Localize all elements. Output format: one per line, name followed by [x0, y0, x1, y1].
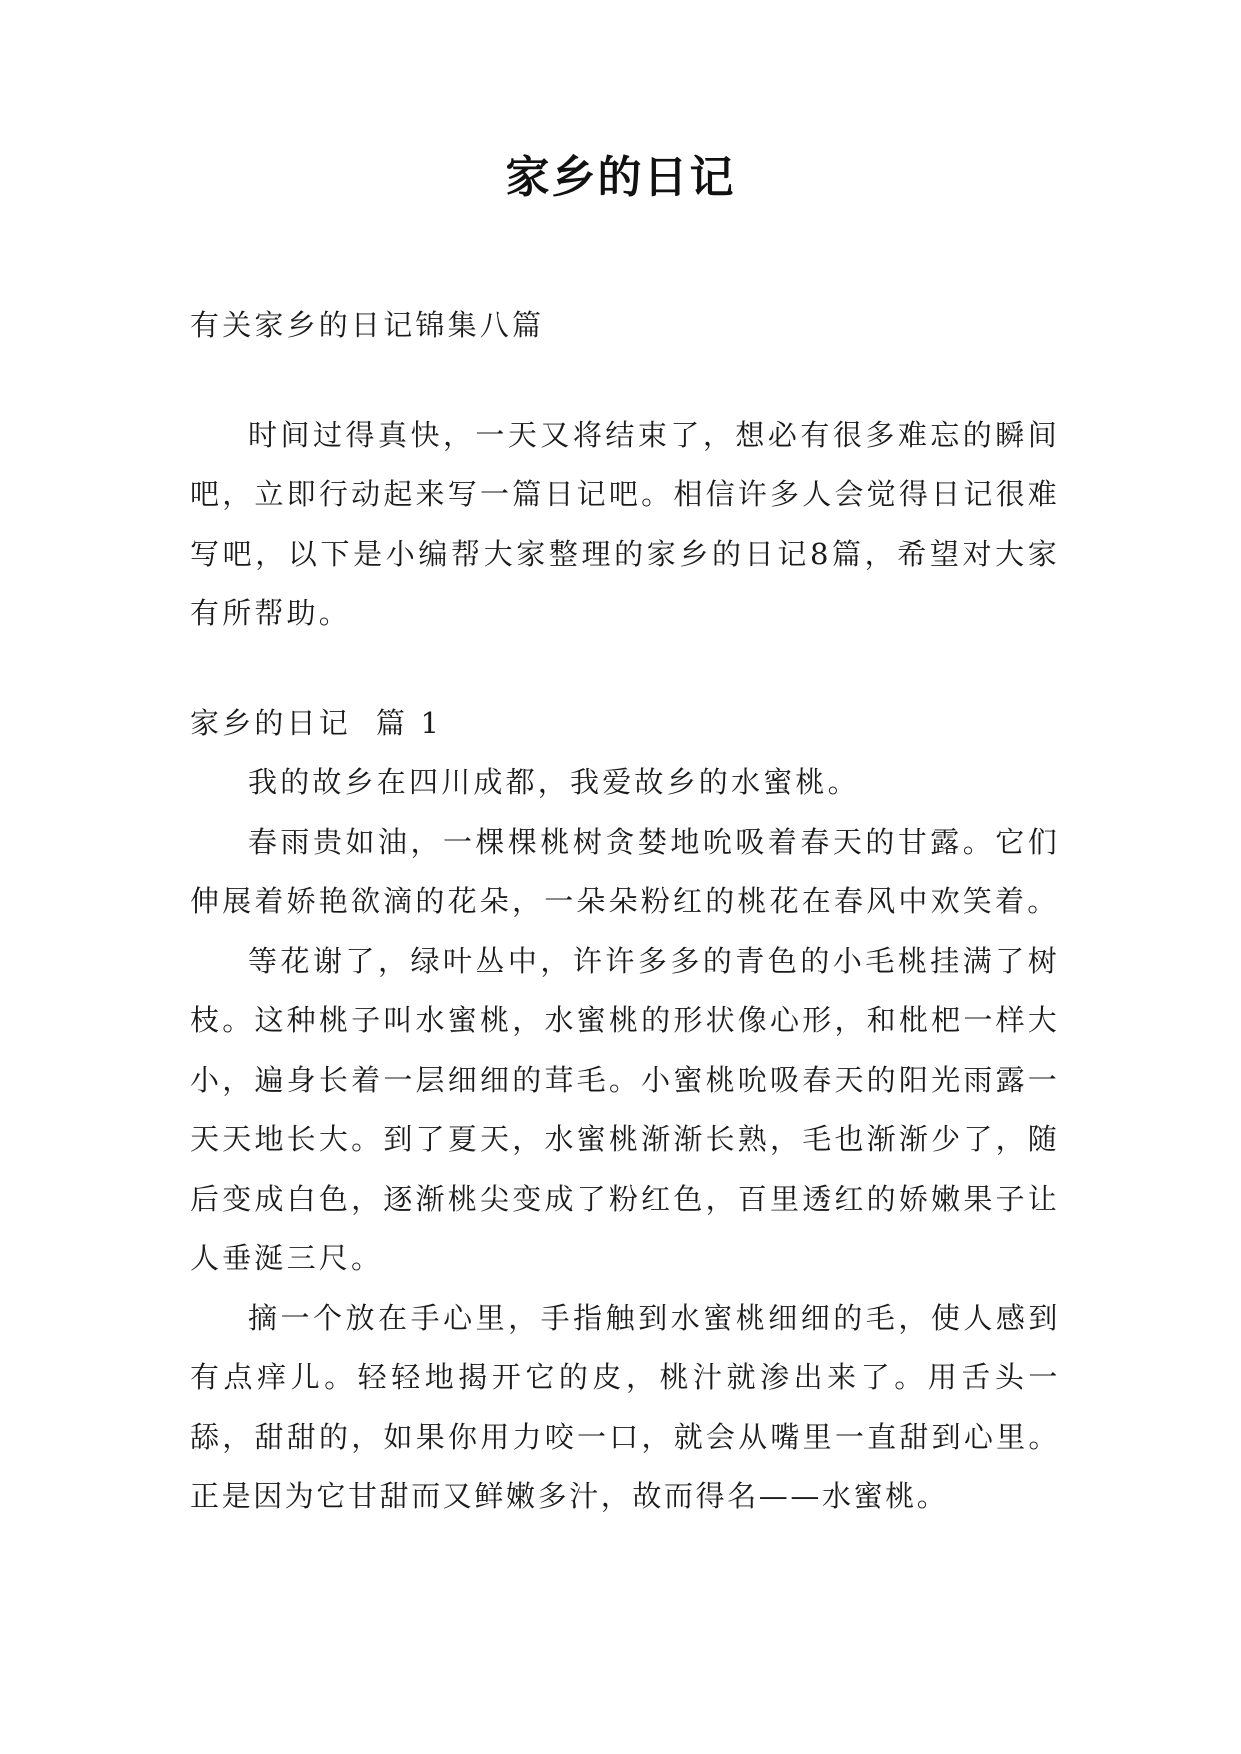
section-heading: 家乡的日记 篇 1: [190, 705, 443, 740]
body-paragraph: 摘一个放在手心里，手指触到水蜜桃细细的毛，使人感到有点痒儿。轻轻地揭开它的皮，桃汁就渗出来了。用舌头一舔，甜甜的，如果你用力咬一口，就会从嘴里一直甜到心里。正是因为它甘甜而又鲜嫩多汁，故而得名——水蜜桃。: [190, 1300, 1060, 1513]
document-subtitle: 有关家乡的日记锦集八篇: [190, 308, 545, 342]
document-body: [190, 296, 1060, 1527]
body-paragraph: 等花谢了，绿叶丛中，许许多多的青色的小毛桃挂满了树枝。这种桃子叫水蜜桃，水蜜桃的形状像心形，和枇杷一样大小，遍身长着一层细细的茸毛。小蜜桃吮吸春天的阳光雨露一天天地长大。到了夏天，水蜜桃渐渐长熟，毛也渐渐少了，随后变成白色，逐渐桃尖变成了粉红色，百里透红的娇嫩果子让人垂涎三尺。: [190, 943, 1060, 1275]
document-title: 家乡的日记: [505, 152, 736, 203]
body-paragraph: 春雨贵如油，一棵棵桃树贪婪地吮吸着春天的甘露。它们伸展着娇艳欲滴的花朵，一朵朵粉红的桃花在春风中欢笑着。: [190, 824, 1060, 918]
intro-paragraph: 时间过得真快，一天又将结束了，想必有很多难忘的瞬间吧，立即行动起来写一篇日记吧。相信许多人会觉得日记很难写吧，以下是小编帮大家整理的家乡的日记8篇，希望对大家有所帮助。: [190, 417, 1060, 630]
body-paragraph: 我的故乡在四川成都，我爱故乡的水蜜桃。: [248, 765, 860, 799]
